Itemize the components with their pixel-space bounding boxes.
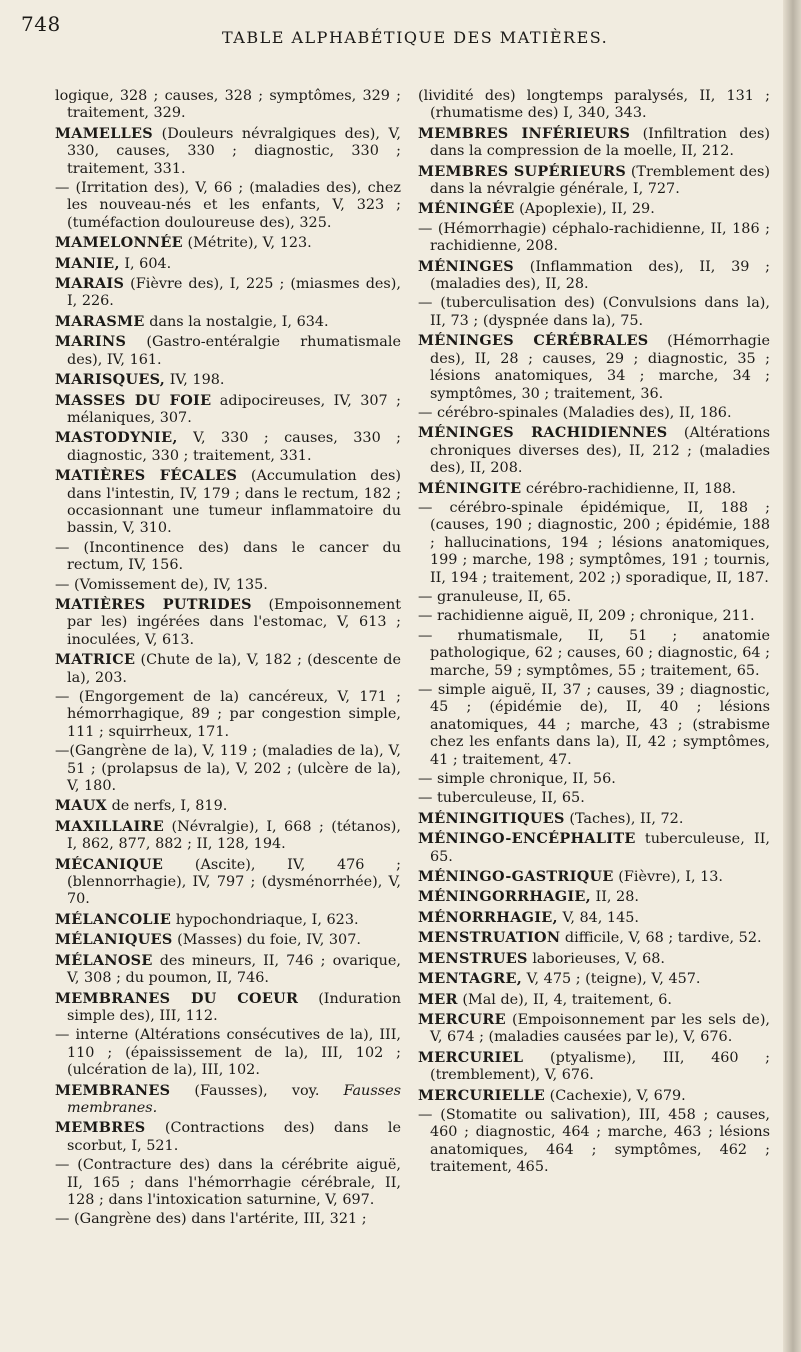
- entry-headword: MÉNINGORRHAGIE,: [418, 888, 591, 906]
- entry-text: — (Contracture des) dans la cérébrite aiguë, II, 165 ; dans l'hémorrhagie cérébrale, II, 128 ; dans l'intoxication saturnine, V, 697.: [55, 1157, 401, 1208]
- page-edge: [783, 0, 801, 1352]
- entry-text: (Hémorrhagie des), II, 28 ; causes, 29 ; diagnostic, 35 ; lésions anatomiques, 34 ; marche, 34 ; symptômes, 30 ; traitement, 36.: [430, 333, 770, 402]
- entry-text: (Induration simple des), III, 112.: [67, 990, 402, 1024]
- entry-text: (Chute de la), V, 182 ; (descente de la), 203.: [67, 652, 401, 686]
- entry-headword: MENSTRUATION: [418, 929, 561, 947]
- index-entry: [55, 911, 401, 929]
- index-entry: [418, 991, 770, 1009]
- index-entry: [55, 1211, 401, 1228]
- entry-headword: MERCURIEL: [418, 1048, 524, 1066]
- entry-text: — simple aiguë, II, 37 ; causes, 39 ; diagnostic, 45 ; (épidémie de), II, 40 ; lésions anatomiques, 44 ; marche, 43 ; (strabisme chez les enfants dans la), II, 42 ; symptômes, 41 ; traitement, 47.: [418, 682, 770, 768]
- entry-text: (Fièvre), I, 13.: [618, 869, 723, 886]
- entry-headword: MASTODYNIE,: [55, 429, 178, 447]
- index-entry: [418, 1049, 770, 1085]
- entry-text: dans la nostalgie, I, 634.: [149, 313, 329, 330]
- entry-text: (Empoisonnement par les sels de), V, 674 ; (maladies causées par le), V, 676.: [430, 1011, 771, 1046]
- entry-headword: MATRICE: [55, 651, 136, 669]
- index-entry: [55, 125, 401, 178]
- entry-headword: MÉNINGES RACHIDIENNES: [418, 424, 668, 442]
- entry-text: tuberculeuse, II, 65.: [430, 831, 770, 865]
- entry-headword: MERCURIELLE: [418, 1086, 546, 1104]
- entry-cross-reference: Fausses membranes.: [67, 1082, 401, 1116]
- entry-text: (Altérations chroniques diverses des), II, 212 ; (maladies des), II, 208.: [430, 425, 770, 477]
- index-entry: [418, 500, 770, 587]
- index-entry: [55, 577, 401, 594]
- index-entry: [418, 405, 770, 422]
- entry-text: — rhumatismale, II, 51 ; anatomie pathologique, 62 ; causes, 60 ; diagnostic, 64 ; marche, 59 ; symptômes, 55 ; traitement, 65.: [418, 627, 770, 679]
- entry-text: (Tremblement des) dans la névralgie générale, I, 727.: [430, 163, 771, 198]
- entry-text: (Accumulation des) dans l'intestin, IV, 179 ; dans le rectum, 182 ; occasionnant une tumeur inflammatoire du bassin, V, 310.: [67, 468, 401, 537]
- entry-text: V, 84, 145.: [562, 909, 639, 926]
- entry-text: laborieuses, V, 68.: [532, 950, 665, 967]
- entry-headword: MATIÈRES FÉCALES: [55, 467, 238, 485]
- entry-text: — (Gangrène des) dans l'artérite, III, 321 ;: [55, 1211, 367, 1228]
- index-entry: [418, 929, 770, 947]
- index-entry: [55, 1082, 401, 1118]
- entry-headword: MATIÈRES PUTRIDES: [55, 595, 252, 613]
- index-entry: [418, 950, 770, 968]
- entry-headword: MEMBRES SUPÉRIEURS: [418, 162, 627, 180]
- entry-headword: MÉNINGÉE: [418, 200, 515, 218]
- entry-text: — cérébro-spinale épidémique, II, 188 ; (causes, 190 ; diagnostic, 200 ; épidémie, 188 ; hallucinations, 194 ; lésions anatomiques, 199 ; marche, 198 ; symptômes, 191 ; tournis, II, 194 ; traitement, 202 ;) sporadique, II, 187.: [418, 499, 770, 586]
- entry-text: II, 28.: [595, 889, 639, 906]
- index-entry: [55, 88, 401, 123]
- index-entry: [55, 540, 401, 575]
- index-entry: [55, 990, 401, 1026]
- entry-text: (Fausses), voy.: [194, 1082, 344, 1099]
- index-entry: [55, 275, 401, 311]
- index-entry: [55, 596, 401, 649]
- entry-text: V, 475 ; (teigne), V, 457.: [526, 971, 701, 988]
- index-entry: [55, 333, 401, 369]
- entry-text: — (tuberculisation des) (Convulsions dans la), II, 73 ; (dyspnée dans la), 75.: [418, 295, 770, 329]
- entry-text: adipocireuses, IV, 307 ; mélaniques, 307.: [67, 392, 401, 426]
- entry-text: — (Incontinence des) dans le cancer du rectum, IV, 156.: [55, 539, 401, 574]
- entry-text: (Métrite), V, 123.: [187, 235, 312, 252]
- entry-text: logique, 328 ; causes, 328 ; symptômes, 329 ; traitement, 329.: [55, 88, 401, 122]
- entry-headword: MEMBRES INFÉRIEURS: [418, 124, 631, 142]
- entry-text: difficile, V, 68 ; tardive, 52.: [564, 930, 762, 947]
- index-entry: [55, 818, 401, 854]
- entry-text: — (Vomissement de), IV, 135.: [55, 576, 268, 593]
- index-entry: [418, 88, 770, 123]
- index-entry: [55, 931, 401, 949]
- index-entry: [55, 797, 401, 815]
- index-entry: [418, 480, 770, 498]
- index-entry: [418, 909, 770, 927]
- running-head: TABLE ALPHABÉTIQUE DES MATIÈRES.: [222, 28, 609, 47]
- entry-headword: MARAIS: [55, 275, 125, 293]
- entry-headword: MARISQUES,: [55, 371, 166, 389]
- entry-text: — rachidienne aiguë, II, 209 ; chronique, 211.: [418, 608, 755, 625]
- index-entry: [55, 689, 401, 741]
- entry-text: (Masses) du foie, IV, 307.: [177, 932, 361, 949]
- index-entry: [55, 180, 401, 232]
- entry-text: (Mal de), II, 4, traitement, 6.: [462, 991, 672, 1008]
- index-entry: [418, 830, 770, 866]
- entry-headword: MEMBRES: [55, 1119, 146, 1137]
- entry-text: (Névralgie), I, 668 ; (tétanos), I, 862, 877, 882 ; II, 128, 194.: [67, 818, 401, 853]
- index-entry: [418, 125, 770, 161]
- entry-text: (lividité des) longtemps paralysés, II, 131 ; (rhumatisme des) I, 340, 343.: [418, 88, 770, 122]
- entry-text: — simple chronique, II, 56.: [418, 771, 616, 788]
- entry-headword: MÉLANIQUES: [55, 931, 173, 949]
- entry-headword: MÉCANIQUE: [55, 855, 164, 873]
- entry-headword: MÉNINGITE: [418, 479, 522, 497]
- index-entry: [55, 313, 401, 331]
- entry-headword: MÉNINGO-GASTRIQUE: [418, 868, 614, 886]
- entry-text: cérébro-rachidienne, II, 188.: [525, 480, 736, 497]
- entry-headword: MÉNINGES CÉRÉBRALES: [418, 332, 649, 350]
- index-entry: [55, 952, 401, 988]
- entry-headword: MEMBRANES DU COEUR: [55, 989, 299, 1007]
- index-entry: [418, 1011, 770, 1047]
- entry-text: des mineurs, II, 746 ; ovarique, V, 308 ; du poumon, II, 746.: [67, 952, 402, 987]
- entry-text: hypochondriaque, I, 623.: [175, 911, 359, 928]
- index-entry: [55, 392, 401, 428]
- entry-text: — granuleuse, II, 65.: [418, 588, 572, 605]
- entry-headword: MASSES DU FOIE: [55, 391, 212, 409]
- entry-text: (Ascite), IV, 476 ; (blennorrhagie), IV, 797 ; (dysménorrhée), V, 70.: [67, 856, 402, 908]
- entry-headword: MENTAGRE,: [418, 970, 523, 988]
- entry-headword: MAXILLAIRE: [55, 817, 165, 835]
- entry-headword: MEMBRANES: [55, 1081, 171, 1099]
- entry-text: de nerfs, I, 819.: [111, 798, 228, 815]
- entry-headword: MAMELLES: [55, 124, 153, 142]
- entry-headword: MERCURE: [418, 1010, 506, 1028]
- index-entry: [418, 1087, 770, 1105]
- entry-text: (Infiltration des) dans la compression de la moelle, II, 212.: [430, 125, 770, 160]
- entry-text: — cérébro-spinales (Maladies des), II, 186.: [418, 404, 732, 421]
- index-entry: [55, 255, 401, 273]
- index-entry: [418, 295, 770, 330]
- index-entry: [418, 771, 770, 788]
- index-entry: [418, 1107, 770, 1177]
- index-entry: [418, 888, 770, 906]
- entry-text: (Fièvre des), I, 225 ; (miasmes des), I, 226.: [67, 276, 401, 310]
- entry-text: (Gastro-entéralgie rhumatismale des), IV, 161.: [67, 334, 401, 368]
- entry-headword: MAMELONNÉE: [55, 234, 183, 252]
- entry-headword: MÉNINGO-ENCÉPHALITE: [418, 830, 636, 848]
- index-entry: [418, 332, 770, 403]
- index-entry: [55, 856, 401, 909]
- entry-headword: MÉLANOSE: [55, 951, 153, 969]
- entry-text: — interne (Altérations consécutives de la), III, 110 ; (épaississement de la), III, 102 ; (ulcération de la), III, 102.: [55, 1027, 401, 1079]
- index-entry: [418, 970, 770, 988]
- entry-headword: MER: [418, 990, 458, 1008]
- entry-text: (Empoisonnement par les) ingérées dans l'estomac, V, 613 ; inoculées, V, 613.: [67, 596, 401, 648]
- index-entry: [418, 258, 770, 294]
- entry-text: (Apoplexie), II, 29.: [519, 201, 655, 218]
- entry-text: — (Stomatite ou salivation), III, 458 ; causes, 460 ; diagnostic, 464 ; marche, 463 ; lésions anatomiques, 464 ; symptômes, 462 ; traitement, 465.: [418, 1106, 770, 1176]
- index-entry: [418, 810, 770, 828]
- page-number: 748: [21, 12, 61, 36]
- index-entry: [418, 868, 770, 886]
- index-entry: [55, 234, 401, 252]
- index-entry: [418, 628, 770, 680]
- entry-text: — (Irritation des), V, 66 ; (maladies des), chez les nouveau-nés et les enfants, V, 323 ; (tuméfaction douloureuse des), 325.: [55, 180, 401, 231]
- entry-text: — (Hémorrhagie) céphalo-rachidienne, II, 186 ; rachidienne, 208.: [418, 220, 770, 255]
- entry-headword: MÉNINGITIQUES: [418, 809, 565, 827]
- entry-headword: MAUX: [55, 797, 108, 815]
- index-entry: [55, 1027, 401, 1079]
- entry-text: — (Engorgement de la) cancéreux, V, 171 ; hémorrhagique, 89 ; par congestion simple, 111 ; squirrheux, 171.: [55, 689, 401, 740]
- index-entry: [418, 200, 770, 218]
- index-entry: [55, 371, 401, 389]
- entry-text: (Contractions des) dans le scorbut, I, 521.: [67, 1120, 402, 1154]
- entry-text: IV, 198.: [169, 372, 225, 389]
- index-entry: [418, 589, 770, 606]
- entry-text: I, 604.: [124, 255, 172, 272]
- index-entry: [418, 682, 770, 769]
- entry-text: (Inflammation des), II, 39 ; (maladies des), II, 28.: [430, 258, 770, 293]
- entry-text: (Cachexie), V, 679.: [549, 1087, 686, 1104]
- entry-headword: MÉLANCOLIE: [55, 910, 172, 928]
- entry-text: V, 330 ; causes, 330 ; diagnostic, 330 ; traitement, 331.: [67, 430, 401, 464]
- entry-headword: MENSTRUES: [418, 949, 528, 967]
- left-column: [55, 88, 401, 1231]
- entry-text: (Douleurs névralgiques des), V, 330, causes, 330 ; diagnostic, 330 ; traitement, 331.: [67, 125, 401, 177]
- index-entry: [55, 1157, 401, 1209]
- entry-headword: MARASME: [55, 312, 145, 330]
- index-entry: [418, 163, 770, 199]
- entry-headword: MARINS: [55, 333, 127, 351]
- index-entry: [55, 429, 401, 465]
- index-entry: [418, 790, 770, 807]
- index-entry: [418, 424, 770, 477]
- index-entry: [55, 651, 401, 687]
- index-entry: [55, 467, 401, 538]
- entry-text: —(Gangrène de la), V, 119 ; (maladies de la), V, 51 ; (prolapsus de la), V, 202 ; (ulcère de la), V, 180.: [55, 743, 401, 795]
- entry-headword: MANIE,: [55, 254, 120, 272]
- entry-text: (Taches), II, 72.: [569, 810, 684, 827]
- index-entry: [418, 608, 770, 625]
- entry-headword: MÉNORRHAGIE,: [418, 908, 558, 926]
- entry-headword: MÉNINGES: [418, 257, 514, 275]
- entry-text: (ptyalisme), III, 460 ; (tremblement), V, 676.: [430, 1049, 771, 1084]
- index-entry: [55, 1119, 401, 1155]
- right-column: [418, 88, 770, 1179]
- index-entry: [55, 743, 401, 795]
- index-entry: [418, 221, 770, 256]
- entry-text: — tuberculeuse, II, 65.: [418, 790, 585, 807]
